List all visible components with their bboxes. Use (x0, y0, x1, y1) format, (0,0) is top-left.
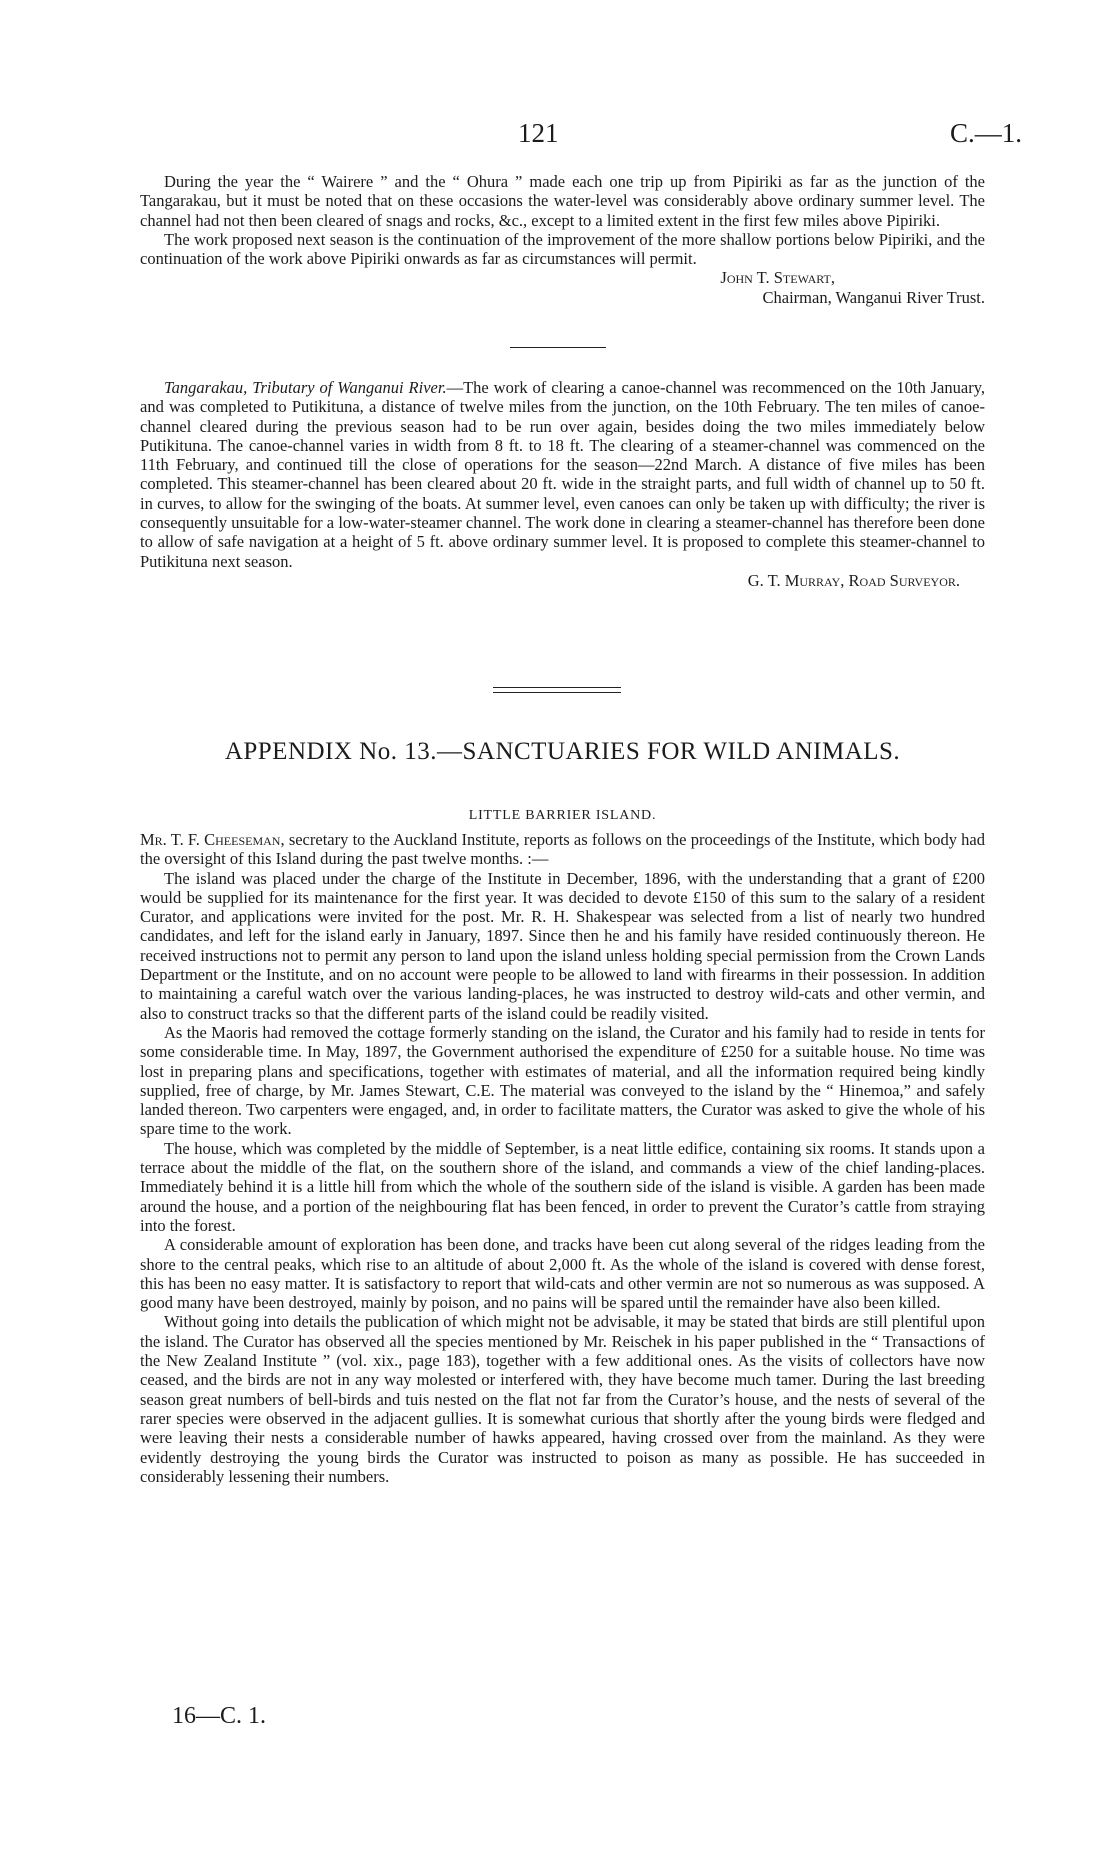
section-divider (510, 347, 606, 348)
intro-name: Mr. T. F. Cheeseman, (140, 830, 285, 849)
appendix-intro (140, 830, 985, 869)
document-code: C.—1. (950, 118, 1023, 148)
appendix-paragraph-1: The island was placed under the charge of the Institute in December, 1896, with the understanding that a grant of £200 would be supplied for its maintenance for the first year. It was decided to devote £150 of this sum to the salary of a resident Curator, and applications were invited for the post. Mr. R. H. Shakespear was selected from a list of nearly two hundred candidates, and left for the island early in January, 1897. Since then he and his family have resided continuously thereon. He received instructions not to permit any person to land upon the island unless holding special permission from the Crown Lands Department or the Institute, and on no account were people to be allowed to land with firearms in their possession. In addition to maintaining a careful watch over the various landing-places, he was instructed to destroy wild-cats and other vermin, and also to construct tracks so that the different parts of the island could be readily visited. (140, 868, 985, 1023)
tangarakau-section (140, 378, 985, 590)
appendix-paragraph-4: A considerable amount of exploration has been done, and tracks have been cut along several of the ridges leading from the shore to the central peaks, which rise to an altitude of about 2,000 ft. As the whole of the island is covered with dense forest, this has been no easy matter. It is satisfactory to report that wild-cats and other vermin are not so numerous as was supposed. A good many have been destroyed, mainly by poison, and no pains will be spared until the remainder have also been killed. (140, 1235, 985, 1313)
intro-text: secretary to the Auckland Institute, reports as follows on the proceedings of the Institute, which body had the oversight of this Island during the past twelve months. :— (140, 830, 985, 869)
tangarakau-paragraph (140, 378, 985, 571)
page-number: 121 (518, 118, 559, 148)
appendix-paragraph-2: As the Maoris had removed the cottage formerly standing on the island, the Curator and his family had to reside in tents for some considerable time. In May, 1897, the Government authorised the expenditure of £250 for a suitable house. No time was lost in preparing plans and specifications, together with estimates of material, and all the information required being kindly supplied, free of charge, by Mr. James Stewart, C.E. The material was conveyed to the island by the “ Hinemoa,” and safely landed thereon. Two carpenters were engaged, and, in order to facilitate matters, the Curator was asked to give the whole of his spare time to the work. (140, 1022, 985, 1139)
wanganui-paragraph-1: During the year the “ Wairere ” and the “ Ohura ” made each one trip up from Pipiriki as far as the junction of the Tangarakau, but it must be noted that on these occasions the water-level was considerably above ordinary summer level. The channel had not then been cleared of snags and rocks, &c., except to a limited extent in the first few miles above Pipiriki. (140, 172, 985, 230)
appendix-body (140, 830, 985, 1486)
appendix-paragraph-5: Without going into details the publication of which might not be advisable, it may be stated that birds are still plentiful upon the island. The Curator has observed all the species mentioned by Mr. Reischek in his paper published in the “ Transactions of the New Zealand Institute ” (vol. xix., page 183), together with a few additional ones. As the visits of collectors have now ceased, and the birds are not in any way molested or interfered with, they have become much tamer. During the last breeding season great numbers of bell-birds and tuis nested on the flat not far from the Curator’s house, and the nests of several of the rarer species were observed in the adjacent gullies. It is somewhat curious that shortly after the young birds were fledged and were leaving their nests a considerable number of hawks appeared, having crossed over from the mainland. As they were evidently destroying the young birds the Curator was instructed to poison as many as possible. He has succeeded in considerably lessening their numbers. (140, 1312, 985, 1486)
double-rule-bottom (493, 692, 621, 693)
appendix-subtitle: LITTLE BARRIER ISLAND. (468, 808, 657, 823)
double-rule-top (493, 687, 621, 688)
appendix-title: APPENDIX No. 13.—SANCTUARIES FOR WILD ANIMALS. (224, 738, 901, 765)
signature-name: John T. Stewart, (720, 268, 835, 288)
tangarakau-body: —The work of clearing a canoe-channel was recommenced on the 10th January, and was completed to Putikituna, a distance of twelve miles from the junction, on the 10th February. The ten miles of canoe-channel cleared during the previous season had to be run over again, besides doing the two miles immediately below Putikituna. The canoe-channel varies in width from 8 ft. to 18 ft. The clearing of a steamer-channel was commenced on the 11th February, and continued till the close of operations for the season—22nd March. A distance of five miles has been completed. This steamer-channel has been cleared about 20 ft. wide in the straight parts, and full width of channel up to 50 ft. in curves, to allow for the swinging of the boats. At summer level, even canoes can only be taken up with difficulty; the river is consequently unsuitable for a low-water-steamer channel. The work done in clearing a steamer-channel has therefore been done to allow of safe navigation at a height of 5 ft. above ordinary summer level. It is proposed to complete this steamer-channel to Putikituna next season. (140, 378, 985, 571)
tangarakau-heading: Tangarakau, Tributary of Wanganui River. (164, 378, 447, 397)
surveyor-signature: G. T. Murray, Road Surveyor. (747, 570, 960, 590)
wanganui-paragraph-2: The work proposed next season is the continuation of the improvement of the more shallow portions below Pipiriki, and the continuation of the work above Pipiriki onwards as far as circumstances will permit. (140, 229, 985, 269)
signature-title: Chairman, Wanganui River Trust. (762, 287, 985, 307)
appendix-paragraph-3: The house, which was completed by the middle of September, is a neat little edifice, containing six rooms. It stands upon a terrace about the middle of the flat, on the southern shore of the island, and commands a view of the chief landing-places. Immediately behind it is a little hill from which the whole of the southern side of the island is visible. A garden has been made around the house, and a portion of the neighbouring flat has been fenced, in order to prevent the Curator’s cattle from straying into the forest. (140, 1138, 985, 1235)
footer-signature-mark: 16—C. 1. (172, 1703, 267, 1729)
wanganui-section (140, 172, 985, 307)
